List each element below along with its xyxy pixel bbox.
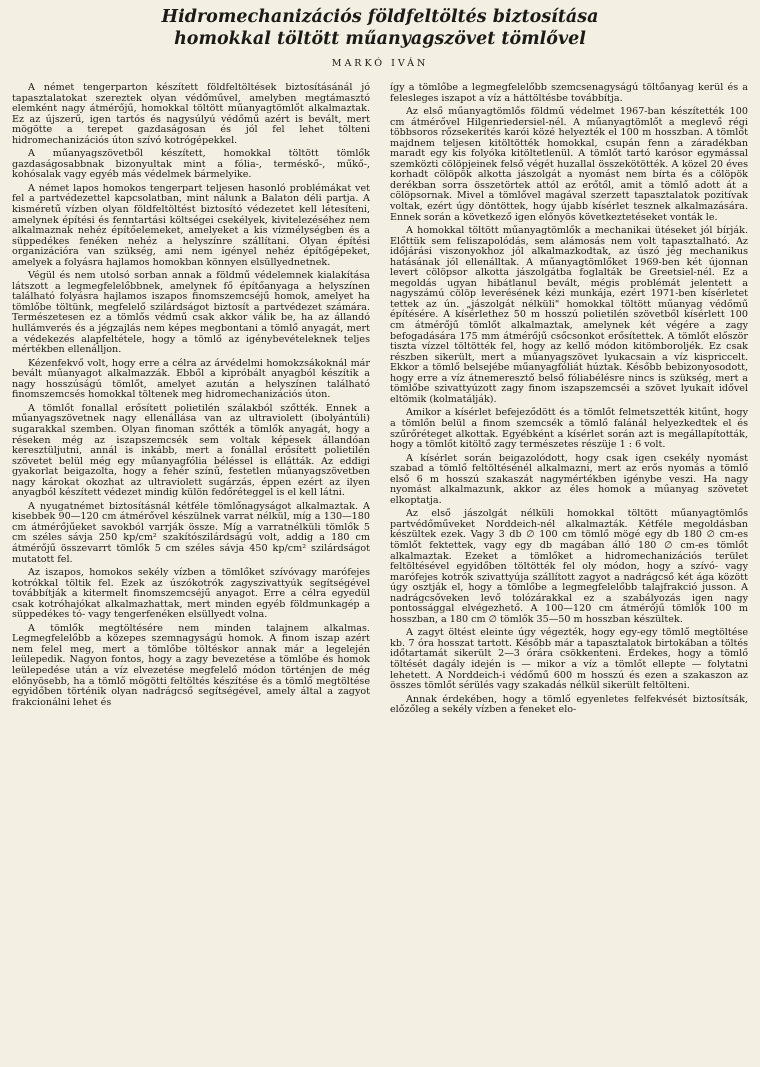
paragraph-continued: így a tömlőbe a legmegfelelőbb szemcsenagyságú töltőanyag kerül és a felesleges iszapot a víz a háttöltésbe továbbítja. bbox=[390, 82, 748, 104]
paragraph: A műanyagszövetből készített, homokkal töltött tömlők gazdaságosabbnak bizonyultak mint a fólia-, terméskő-, műkő-, kohósalak vagy egyéb más védelmek bármelyike. bbox=[12, 148, 370, 181]
paragraph: A tömlőt fonallal erősített polietilén szálakból szőtték. Ennek a műanyagszövetnek nagy ellenállása van az ultraviolett (ibolyántúli) sugarakkal szemben. Olyan finoman szőtték a tömlők anyagát, hogy a réseken még az iszapszemcsék sem voltak képesek állandóan keresztüljutni, annál is inkább, mert a fonállal erősített polietilén szövetet belül még egy műanyagfólia béléssel is ellátták. Az eddigi gyakorlat beigazolta, hogy a fehér színű, festetlen műanyagszövetben nagy károkat okozhat az ultraviolett sugárzás, éppen ezért az ilyen anyagból készített védezet mindig külön fedőréteggel is el kell látni. bbox=[12, 402, 370, 499]
paragraph: A kísérlet során beigazolódott, hogy csak igen csekély nyomást szabad a tömlő feltöltésénél alkalmazni, mert az erős nyomás a tömlő első 6 m hosszú szakaszát nagymértékben igénybe veszi. Ha nagy nyomást alkalmazunk, akkor az éles homok a műanyag szövetet elkoptatja. bbox=[390, 452, 748, 506]
paragraph: A német tengerparton készített földfeltöltések biztosításánál jó tapasztalatokat szereztek olyan védőművel, amelyben megtámasztó elemként nagy átmérőjű, homokkal töltött műanyagtömlőt alkalmaztak. Ez az újszerű, igen tartós és nagysúlyú védőmű azért is bevált, mert mögötte a terepet gazdaságosan és jól fel lehet tölteni hidromechanizációs úton szívó kotrógépekkel. bbox=[12, 82, 370, 146]
author-name: MARKÓ IVÁN bbox=[331, 58, 429, 69]
paragraph: A tömlők megtöltésére nem minden talajnem alkalmas. Legmegfelelőbb a közepes szemnagyságú homok. A finom iszap azért nem felel meg, mert a tömlőbe töltéskor annak már a legelején leülepedik. Nagyon fontos, hogy a zagy bevezetése a tömlőbe és homok leülepedése után a víz elvezetése megfelelő módon történjen de még előnyösebb, ha a tömlő mögötti feltöltés készítése és a tömlő megtöltése egyidőben történik olyan nadrágcső segítségével, amely által a zagyot frakcionálni lehet és bbox=[12, 622, 370, 708]
paragraph: Végül és nem utolsó sorban annak a földmű védelemnek kialakítása látszott a legmegfelelőbbnek, amelynek fő építőanyaga a helyszínen található folyásra hajlamos iszapos finomszemcséjű homok, amelyet ha tömlőbe töltünk, megfelelő szilárdságot biztosít a partvédezet számára. Természetesen ez a tömlős védmű csak akkor válik be, ha az állandó hullámverés és a jégzajlás nem képes megbontani a tömlő anyagát, mert a védekezés alapfeltétele, hogy a tömlő az igénybevételeknek teljes mértékben ellenálljon. bbox=[12, 270, 370, 356]
left-column bbox=[12, 83, 370, 716]
paragraph: Az első jászolgát nélküli homokkal töltött műanyagtömlős partvédőműveket Norddeich-nél alkalmazták. Kétféle megoldásban készültek ezek. Vagy 3 db ∅ 100 cm tömlő mögé egy db 180 ∅ cm-es tömlőt fektettek, vagy egy db magában álló 180 ∅ cm-es tömlőt alkalmaztak. Ezeket a tömlőket a hidromechanizációs terület feltöltésével egyidőben töltötték fel oly módon, hogy a szívó- vagy marófejes kotrók szivattyúja szállított zagyot a nadrágcső két ága között úgy osztják el, hogy a tömlőbe a legmegfelelőbb talajfrakció jusson. A nadrágcsőveken levő tolózárakkal ez a szabályozás igen nagy pontossággal elvégezhető. A 100—120 cm átmérőjű tömlők 100 m hosszban, a 180 cm ∅ tömlők 35—50 m hosszban készültek. bbox=[390, 508, 748, 625]
title-line-2: homokkal töltött műanyagszövet tömlővel bbox=[174, 29, 586, 49]
paragraph: A homokkal töltött műanyagtömlők a mechanikai ütéseket jól bírják. Előttük sem feliszapolódás, sem alámosás nem volt tapasztalható. Az időjárási viszonyokhoz jól alkalmazkodtak, az úszó jég mechanikus hatásának jól ellenálltak. A műanyagtömlőket 1969-ben két újonnan levert cölöpsor alkotta jászolgátba foglalták be Greetsiel-nél. Ez a megoldás ugyan hibátlanul bevált, mégis problémát jelentett a nagyszámú cölöp leverésének kézi munkája, ezért 1971-ben kísérletet tettek az ún. „jászolgát nélküli" homokkal töltött műanyag védőmű építésére. A kísérlethez 50 m hosszú polietilén szövetből kísérlett 100 cm átmérőjű tömlőt alkalmaztak, amelynek két végére a zagy befogadására 175 mm átmérőjű csőcsonkot erősítettek. A tömlőt először tiszta vízzel töltötték fel, hogy az kellő módon kitömboroljék. Ez csak részben sikerült, mert a műanyagszövet lyukacsain a víz kispriccelt. Ekkor a tömlő belsejébe műanyagfóliát húztak. Később bebizonyosodott, hogy erre a víz átnemeresztő belső fóliabélésre nincs is szükség, mert a tömlőbe szivattyúzott zagy finom iszapszemcséi a szövet lyukait idővel eltömik (kolmatálják). bbox=[390, 225, 748, 405]
paragraph: Amikor a kísérlet befejeződött és a tömlőt felmetszették kitűnt, hogy a tömlőn belül a finom szemcsék a tömlő falánál helyezkedtek el és szűrőréteget alkottak. Egyébként a kísérlet során azt is megállapították, hogy a tömlőt kitöltő zagy természetes részüje 1 : 6 volt. bbox=[390, 407, 748, 451]
title-line-1: Hidromechanizációs földfeltöltés biztosítása bbox=[161, 7, 599, 27]
paragraph: Az első műanyagtömlős földmű védelmet 1967-ban készítették 100 cm átmérővel Hilgenriedersiel-nél. A műanyagtömlőt a meglevő régi többsoros rőzsekerítés karói közé helyezték el 100 m hosszban. A tömlőt majdnem teljesen kitöltötték homokkal, csupán fenn a záradékban maradt egy kis folyóka kitöltetlenül. A tömlőt tartó karósor egymással szemközti cölöpjeinek felső végét huzallal összekötötték. A közel 20 éves korhadt cölöpök alkotta jászolgát a nyomást nem bírta és a cölöpök derékban sorra összetörtek attól az erőtől, amit a tömlő adott át a cölöpsornak. Mivel a tömlővel magával szerzett tapasztalatok pozitívak voltak, ezért úgy döntöttek, hogy újabb kísérlet tesznek alkalmazására. Ennek során a következő igen előnyös következtetéseket vonták le. bbox=[390, 106, 748, 223]
paragraph: A német lapos homokos tengerpart teljesen hasonló problémákat vet fel a partvédezettel kapcsolatban, mint nálunk a Balaton déli partja. A kisméretű vízben olyan földfeltöltést biztosító védezetet kell létesíteni, amelynek építési és fenntartási költségei csekélyek, kivitelezéséhez nem alkalmaznak nehéz építőelemeket, amelyeket a kis vízmélységben és a süppedékes fenéken nehéz a helyszínre szállítani. Olyan építési organizációra van szükség, ami nem igényel nehéz építőgépeket, amelyek a folyásra hajlamos homokban könnyen elsüllyednetnek. bbox=[12, 182, 370, 268]
paragraph: Kézenfekvő volt, hogy erre a célra az árvédelmi homokzsákoknál már bevált műanyagot alkalmazzák. Ebből a kipróbált anyagból készítik a nagy hosszúságú tömlőt, amelyet azután a helyszínen található finomszemcsés homokkal töltenek meg hidromechanizációs úton. bbox=[12, 357, 370, 401]
right-column bbox=[390, 83, 748, 716]
article-body bbox=[12, 83, 748, 716]
article-title bbox=[12, 6, 748, 50]
paragraph: Az iszapos, homokos sekély vízben a tömlőket szívóvagy marófejes kotrókkal töltik fel. Ezek az úszókotrók zagyszivattyúk segítségével továbbítják a kitermelt finomszemcséjű anyagot. Erre a célra egyedül csak kotróhajókat alkalmazhattak, mert minden egyéb földmunkagép a süppedékes tó- vagy tengerfenéken elsüllyedt volna. bbox=[12, 567, 370, 621]
paragraph: A zagyt öltést eleinte úgy végezték, hogy egy-egy tömlő megtöltése kb. 7 óra hosszat tartott. Később már a tapasztalatok birtokában a töltés időtartamát sikerült 2—3 órára csökkenteni. Érdekes, hogy a tömlő töltését dagály idején is — mikor a víz a tömlőt ellepte — folytatni lehetett. A Norddeich-i védőmű 600 m hosszú és ezen a szakaszon az összes tömlőt sérülés vagy szakadás nélkül sikerült feltölteni. bbox=[390, 627, 748, 692]
paragraph: A nyugatnémet biztosításnál kétféle tömlőnagyságot alkalmaztak. A kisebbek 90—120 cm átmérővel készülnek varrat nélkül, míg a 130—180 cm átmérőjűeket savokból varrják össze. Míg a varratnélküli tömlők 5 cm széles sávja 250 kp/cm² szakítószilárdságú volt, addig a 180 cm átmérőjű összevarrt tömlők 5 cm széles sávja 450 kp/cm² szilárdságot mutatott fel. bbox=[12, 500, 370, 565]
paragraph: Annak érdekében, hogy a tömlő egyenletes felfekvését biztosítsák, előzőleg a sekély vízben a feneket elo- bbox=[390, 693, 748, 716]
